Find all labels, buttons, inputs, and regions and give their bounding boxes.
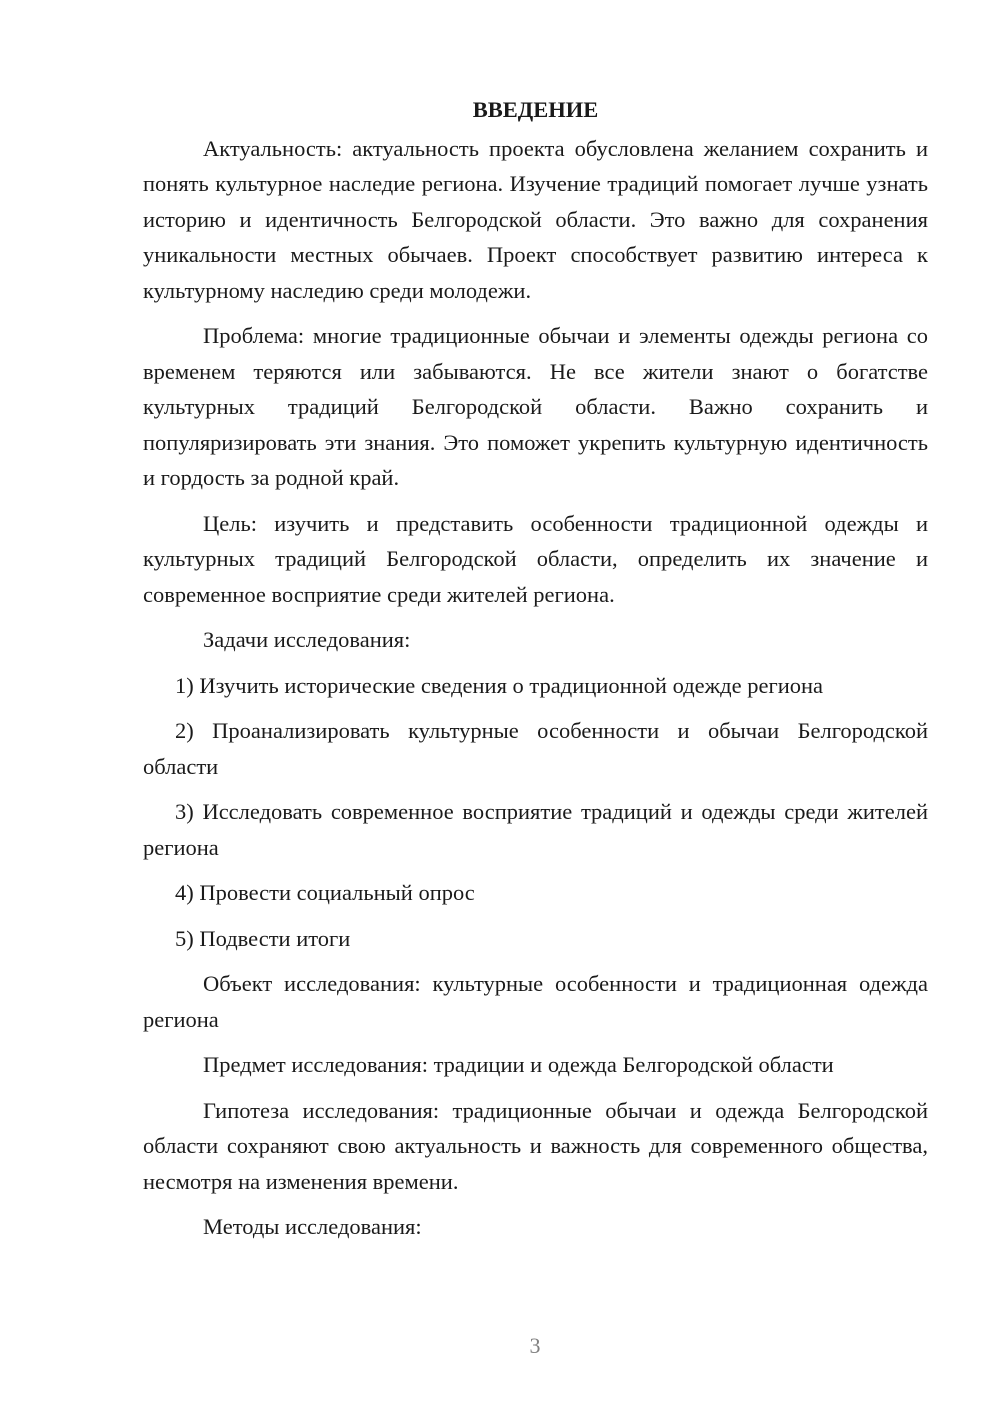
paragraph-tasks-heading: Задачи исследования:: [203, 627, 411, 652]
page-number: 3: [529, 1333, 541, 1358]
task-item: 3) Исследовать современное восприятие традиций и одежды среди жителей региона: [143, 799, 928, 860]
paragraph-subject: Предмет исследования: традиции и одежда Белгородской области: [203, 1052, 834, 1077]
task-item: 2) Проанализировать культурные особенности и обычаи Белгородской области: [143, 718, 928, 779]
task-item: 1) Изучить исторические сведения о традиционной одежде региона: [175, 672, 824, 698]
paragraph-methods-heading: Методы исследования:: [203, 1214, 422, 1239]
section-title: ВВЕДЕНИЕ: [472, 97, 599, 122]
paragraph-goal: Цель: изучить и представить особенности традиционной одежды и культурных традиций Белгородской области, определить их значение и современное восприятие среди жителей региона.: [143, 510, 928, 607]
task-item: 5) Подвести итоги: [175, 925, 351, 951]
paragraph-object: Объект исследования: культурные особенности и традиционная одежда региона: [143, 971, 928, 1032]
task-item: 4) Провести социальный опрос: [175, 880, 475, 905]
paragraph-relevance: Актуальность: актуальность проекта обусловлена желанием сохранить и понять культурное наследие региона. Изучение традиций помогает лучше узнать историю и идентичность Белгородской области. Это важно для сохранения уникальности местных обычаев. Проект способствует развитию интереса к культурному наследию среди молодежи.: [143, 135, 928, 303]
page-content: [143, 92, 928, 1255]
paragraph-problem: Проблема: многие традиционные обычаи и элементы одежды региона со временем теряются или забываются. Не все жители знают о богатстве культурных традиций Белгородской области. Важно сохранить и популяризировать эти знания. Это поможет укрепить культурную идентичность и гордость за родной край.: [143, 323, 928, 490]
paragraph-hypothesis: Гипотеза исследования: традиционные обычаи и одежда Белгородской области сохраняют свою актуальность и важность для современного общества, несмотря на изменения времени.: [143, 1097, 928, 1194]
